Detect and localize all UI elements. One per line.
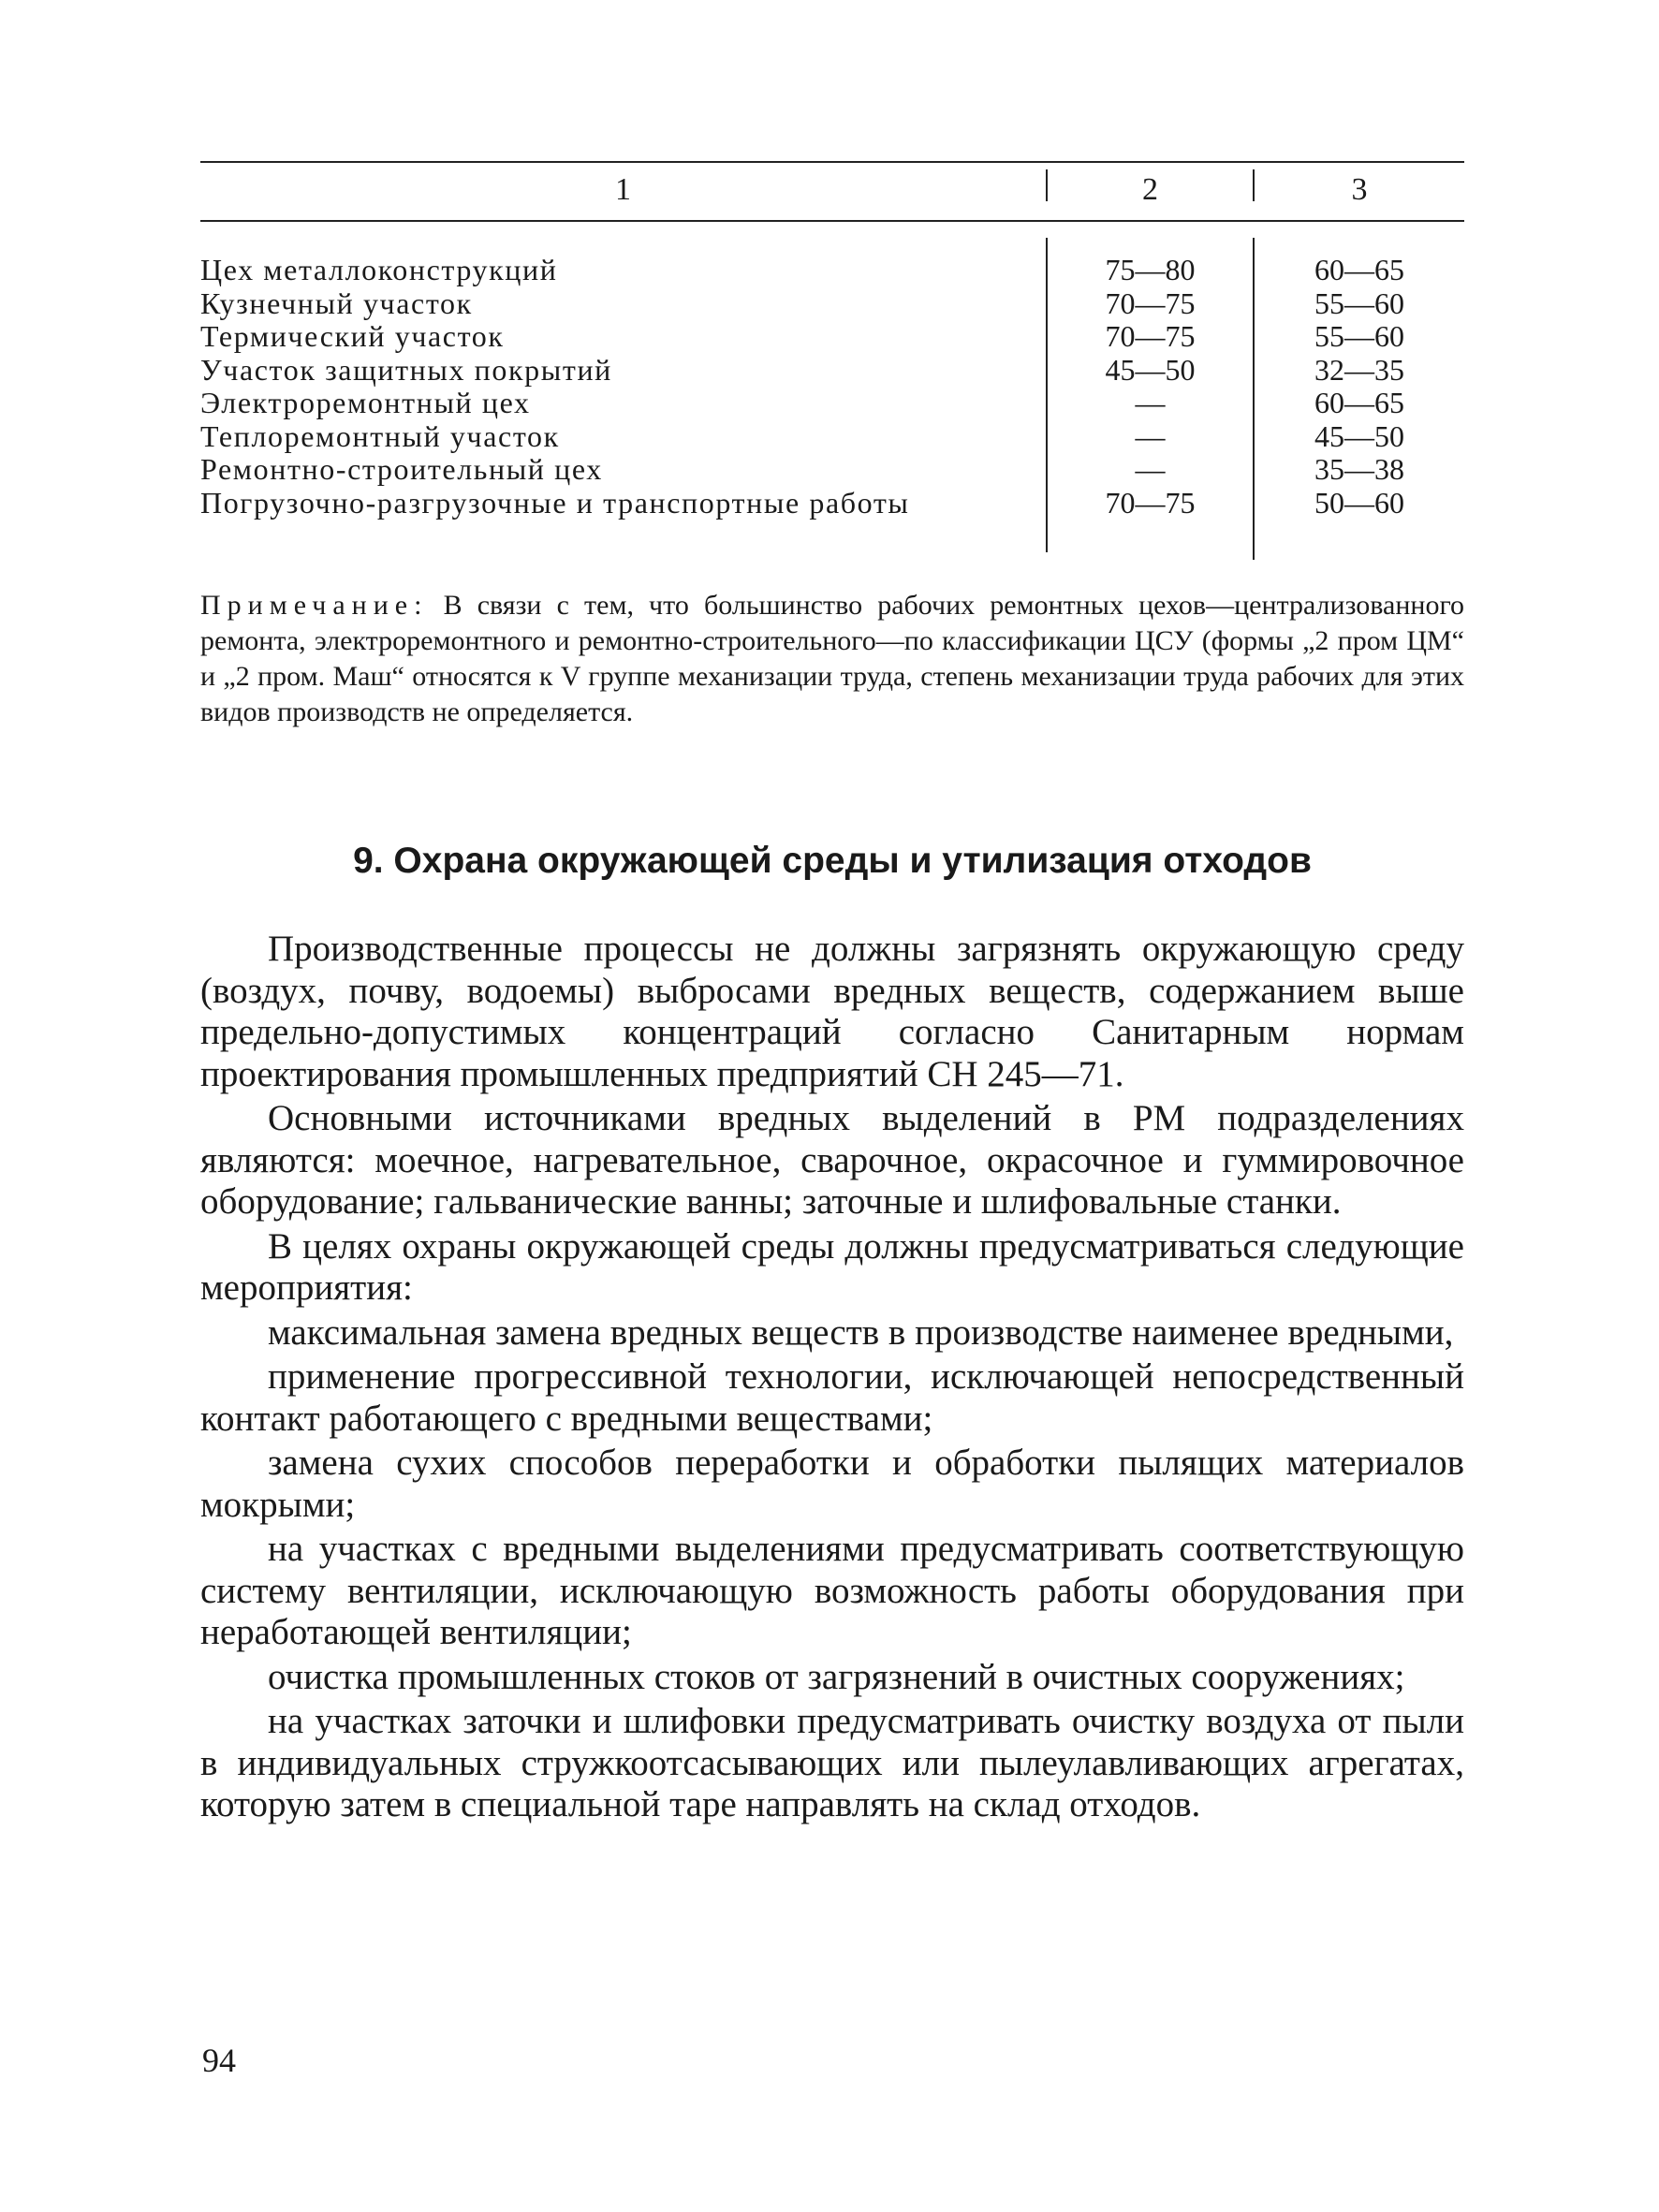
paragraph: В целях охраны окружающей среды должны предусматриваться следующие мероприятия: [200, 1225, 1464, 1308]
table-row [200, 353, 1464, 387]
row-value-3: 35—38 [1314, 452, 1404, 486]
table-row [200, 319, 1464, 353]
list-item: на участках заточки и шлифовки предусматривать очистку воздуха от пыли в индивидуальных стружкоотсасывающих или пылеулавливающих агрегатах, которую затем в специальной таре направлять на склад отходов. [200, 1701, 1464, 1824]
table-top-rule [200, 161, 1464, 163]
row-value-3: 60—65 [1314, 253, 1404, 286]
row-value-3: 60—65 [1314, 386, 1404, 419]
section-heading: 9. Охрана окружающей среды и утилизация отходов [353, 841, 1312, 881]
row-value-2: — [1135, 418, 1166, 453]
row-value-3: 55—60 [1314, 319, 1404, 353]
row-value-3: 55—60 [1314, 286, 1404, 320]
table-row [200, 386, 1464, 419]
list-item: замена сухих способов переработки и обработки пылящих материалов мокрыми; [200, 1443, 1464, 1525]
table-row [200, 452, 1464, 486]
list-item: очистка промышленных стоков от загрязнений в очистных сооружениях; [268, 1656, 1405, 1697]
list-item: на участках с вредными выделениями предусматривать соответствующую систему вентиляции, исключающую возможность работы оборудования при неработающей вентиляции; [200, 1529, 1464, 1652]
table-row [200, 419, 1464, 453]
row-name: Термический участок [200, 319, 505, 353]
note-label: Примечание: [200, 590, 429, 621]
row-value-3: 45—50 [1314, 418, 1404, 453]
table-row [200, 253, 1464, 286]
row-name: Участок защитных покрытий [200, 352, 612, 387]
note-text: В связи с тем, что большинство рабочих ремонтных цехов—централизованного ремонта, электроремонтного и ремонтно-строительного—по классификации ЦСУ (формы „2 пром ЦМ“ и „2 пром. Маш“ относятся к V группе механизации труда, степень механизации труда рабочих для этих видов производств не определяется. [200, 590, 1465, 727]
table-row [200, 286, 1464, 320]
list-item: максимальная замена вредных веществ в производстве наименее вредными, [268, 1311, 1454, 1353]
row-name: Погрузочно-разгрузочные и транспортные работы [200, 485, 910, 520]
table-body [200, 253, 1464, 519]
row-value-3: 50—60 [1314, 485, 1404, 520]
workshop-table [200, 161, 1464, 560]
table-row [200, 486, 1464, 520]
row-value-2: 70—75 [1105, 319, 1196, 353]
table-header-col-1: 1 [615, 172, 631, 207]
page-number: 94 [202, 2042, 236, 2079]
row-value-2: 70—75 [1105, 485, 1196, 520]
paragraph: Основными источниками вредных выделений в РМ подразделениях являются: моечное, нагревательное, сварочное, окрасочное и гуммировочное оборудование; гальванические ванны; заточные и шлифовальные станки. [200, 1098, 1464, 1222]
row-value-2: — [1135, 452, 1166, 486]
row-name: Кузнечный участок [200, 286, 473, 320]
row-name: Электроремонтный цех [200, 386, 531, 419]
row-value-2: — [1135, 386, 1166, 419]
row-value-3: 32—35 [1314, 352, 1404, 387]
row-name: Цех металлоконструкций [200, 253, 558, 286]
list-item: применение прогрессивной технологии, исключающей непосредственный контакт работающего с вредными веществами; [200, 1356, 1464, 1439]
row-name: Теплоремонтный участок [200, 418, 560, 453]
table-header-col-3: 3 [1351, 172, 1368, 207]
row-value-2: 75—80 [1105, 253, 1196, 286]
body-text [200, 929, 1464, 1829]
table-note [200, 588, 1464, 730]
table-header-col-2: 2 [1142, 172, 1158, 207]
table-header-rule [200, 220, 1464, 222]
row-value-2: 45—50 [1105, 352, 1196, 387]
row-value-2: 70—75 [1105, 286, 1196, 320]
paragraph: Производственные процессы не должны загрязнять окружающую среду (воздух, почву, водоемы) выбросами вредных веществ, содержанием выше предельно-допустимых концентраций согласно Санитарным нормам проектирования промышленных предприятий СН 245—71. [200, 929, 1464, 1094]
row-name: Ремонтно-строительный цех [200, 452, 603, 486]
